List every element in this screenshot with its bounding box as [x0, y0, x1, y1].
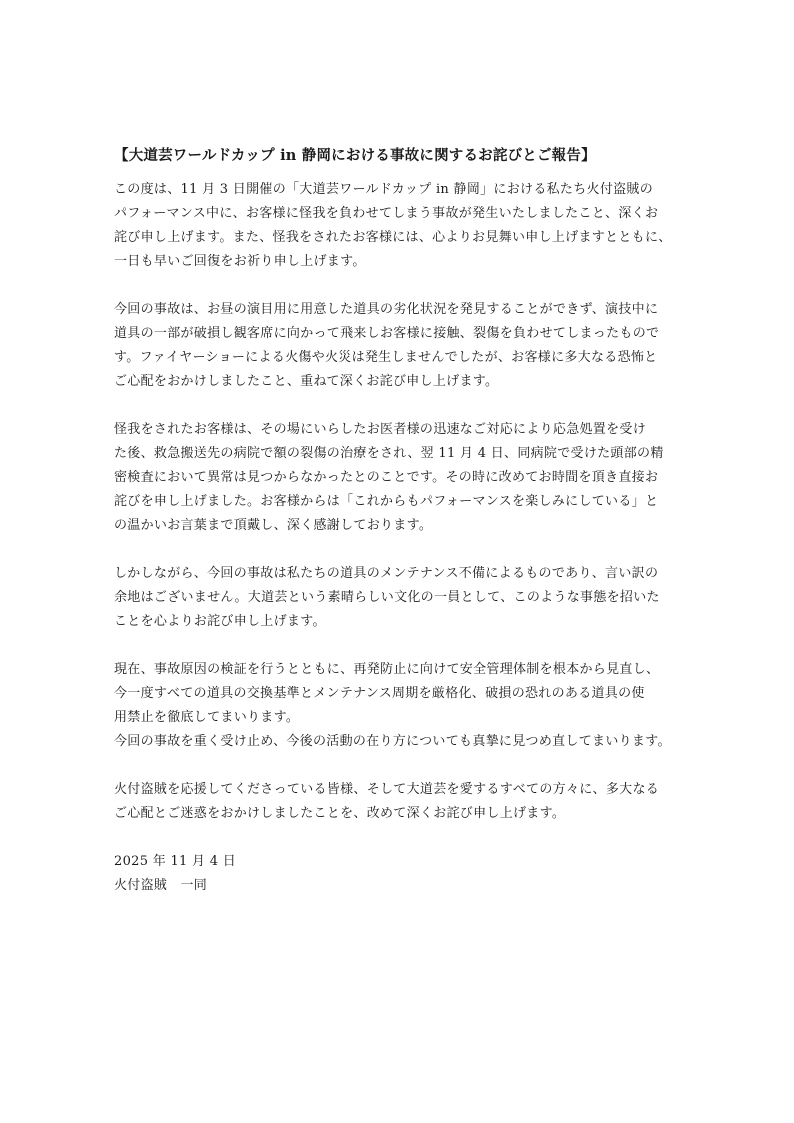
- document-signature: 火付盗賊 一同: [114, 878, 208, 893]
- text-line: 余地はございません。大道芸という素晴らしい文化の一員として、このような事態を招いた: [114, 590, 660, 605]
- text-line: ご心配をおかけしましたこと、重ねて深くお詫び申し上げます。: [114, 374, 499, 389]
- text-line: ご心配とご迷惑をおかけしましたことを、改めて深くお詫び申し上げます。: [114, 806, 566, 821]
- text-line: 現在、事故原因の検証を行うとともに、再発防止に向けて安全管理体制を根本から見直し、: [114, 662, 660, 677]
- document-body: [114, 178, 714, 898]
- text-line: 道具の一部が破損し観客席に向かって飛来しお客様に接触、裂傷を負わせてしまったもので: [114, 326, 660, 341]
- text-line: ことを心よりお詫び申し上げます。: [114, 614, 326, 629]
- paragraph-closing: [114, 778, 714, 826]
- paragraph-gap: [114, 394, 714, 418]
- document-title: 【大道芸ワールドカップ in 静岡における事故に関するお詫びとご報告】: [114, 147, 596, 164]
- text-line: 今回の事故を重く受け止め、今後の活動の在り方についても真摯に見つめ直してまいります。: [114, 734, 671, 749]
- text-line: この度は、11 月 3 日開催の「大道芸ワールドカップ in 静岡」における私たち火付盗賊の: [114, 182, 654, 197]
- text-line: 用禁止を徹底してまいります。: [114, 710, 300, 725]
- text-line: 火付盗賊を応援してくださっている皆様、そして大道芸を愛するすべての方々に、多大なる: [114, 782, 660, 797]
- text-line: 一日も早いご回復をお祈り申し上げます。: [114, 254, 366, 269]
- document-date: 2025 年 11 月 4 日: [114, 854, 237, 869]
- text-line: 今回の事故は、お昼の演目用に用意した道具の劣化状況を発見することができず、演技中に: [114, 302, 659, 317]
- text-line: 怪我をされたお客様は、その場にいらしたお医者様の迅速なご対応により応急処置を受け: [114, 422, 647, 437]
- text-line: た後、救急搬送先の病院で額の裂傷の治療をされ、翌 11 月 4 日、同病院で受けた頭部の精: [114, 446, 664, 461]
- text-line: しかしながら、今回の事故は私たちの道具のメンテナンス不備によるものであり、言い訳の: [114, 566, 659, 581]
- paragraph-gap: [114, 274, 714, 298]
- text-line: 密検査において異常は見つからなかったとのことです。その時に改めてお時間を頂き直接お: [114, 470, 659, 485]
- paragraph-apology: [114, 178, 714, 274]
- text-line: 今一度すべての道具の交換基準とメンテナンス周期を厳格化、破損の恐れのある道具の使: [114, 686, 645, 701]
- text-line: の温かいお言葉まで頂戴し、深く感謝しております。: [114, 518, 433, 533]
- paragraph-gap: [114, 826, 714, 850]
- text-line: 詫び申し上げます。また、怪我をされたお客様には、心よりお見舞い申し上げますとともに、: [114, 230, 672, 245]
- paragraph-gap: [114, 634, 714, 658]
- paragraph-injury-status: [114, 418, 714, 538]
- paragraph-prevention: [114, 658, 714, 754]
- text-line: パフォーマンス中に、お客様に怪我を負わせてしまう事故が発生いたしましたこと、深くお: [114, 206, 659, 221]
- paragraph-cause: [114, 298, 714, 394]
- text-line: 詫びを申し上げました。お客様からは「これからもパフォーマンスを楽しみにしている」と: [114, 494, 659, 509]
- text-line: す。ファイヤーショーによる火傷や火災は発生しませんでしたが、お客様に多大なる恐怖と: [114, 350, 658, 365]
- paragraph-gap: [114, 538, 714, 562]
- paragraph-gap: [114, 754, 714, 778]
- paragraph-responsibility: [114, 562, 714, 634]
